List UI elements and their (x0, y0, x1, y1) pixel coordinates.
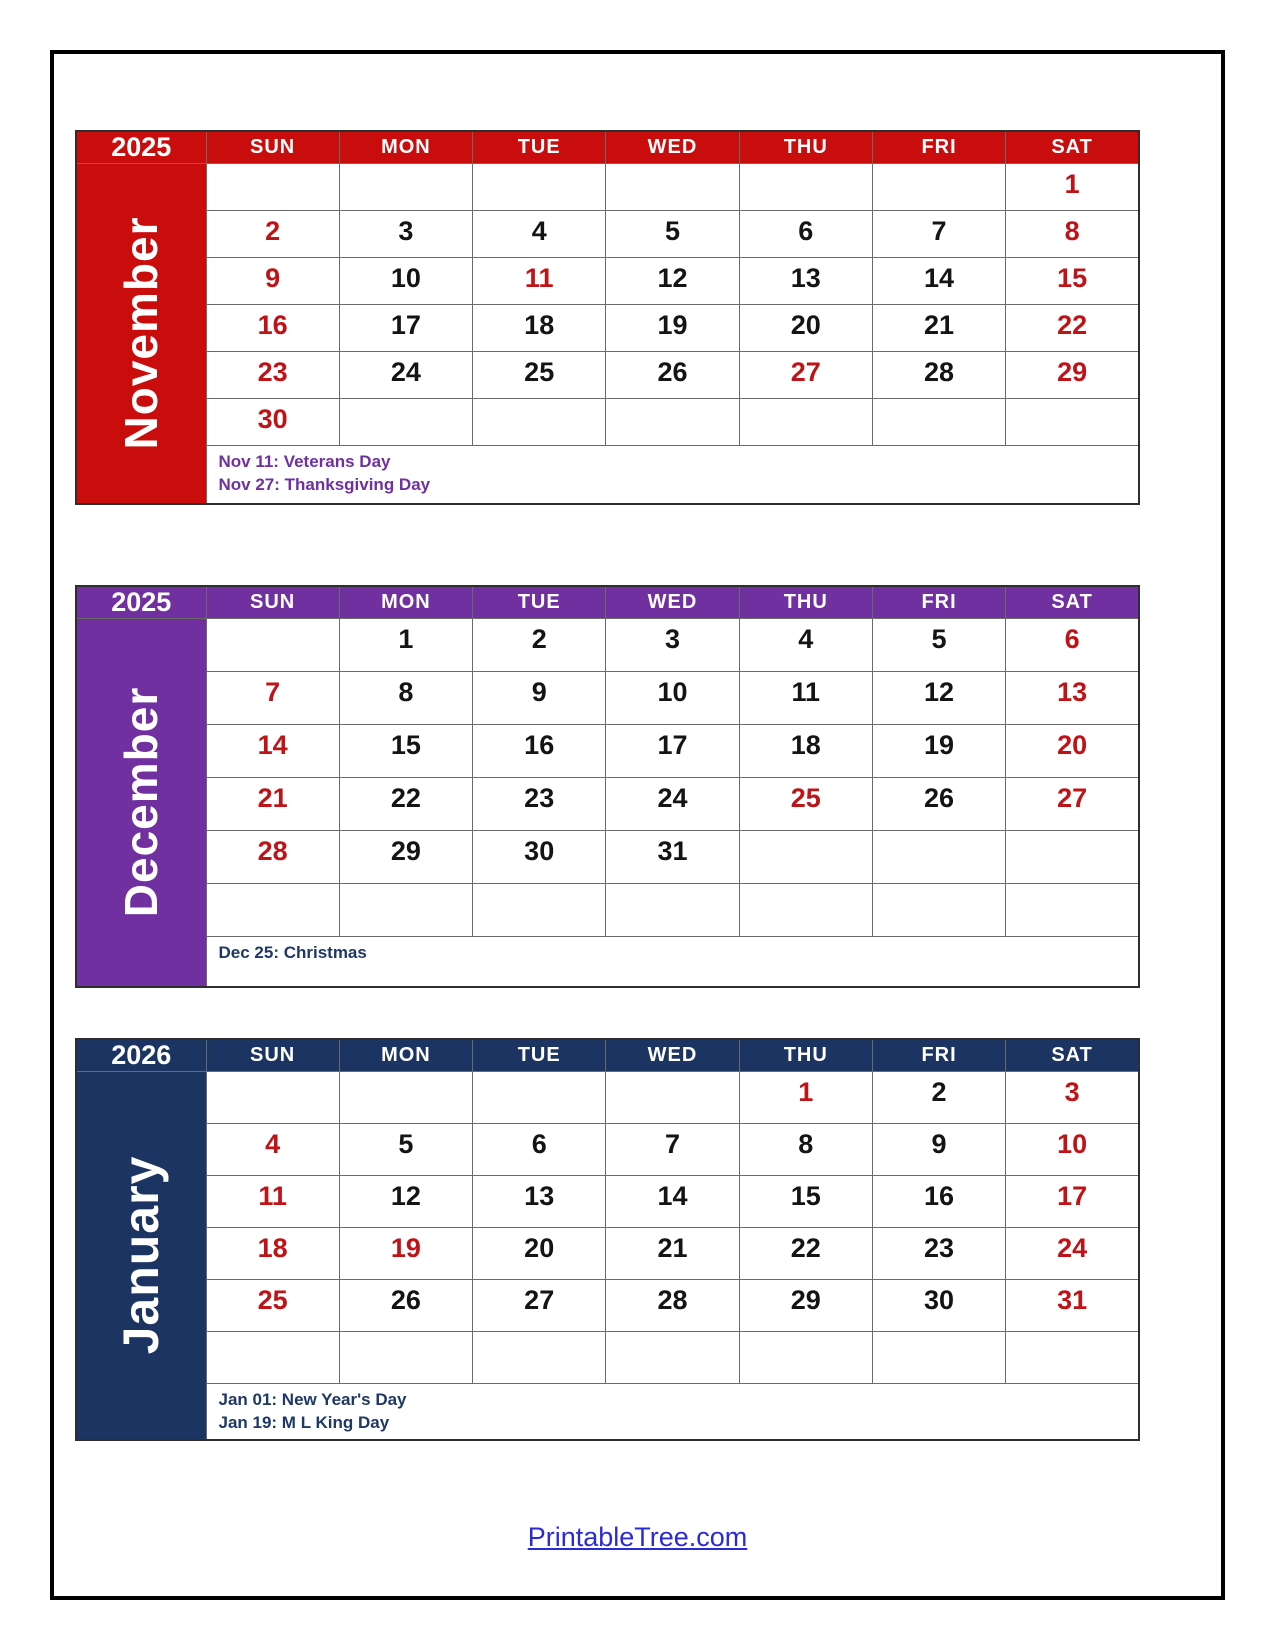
date-cell-january-1: 1 (739, 1072, 872, 1124)
weekday-header-thu: THU (739, 131, 872, 164)
date-cell-january-23: 23 (872, 1228, 1005, 1280)
weekday-header-fri: FRI (872, 131, 1005, 164)
date-cell-november-22: 22 (1006, 305, 1139, 352)
date-cell-january-20: 20 (473, 1228, 606, 1280)
date-cell-december-20: 20 (1006, 725, 1139, 778)
date-cell-december-28: 28 (206, 831, 339, 884)
date-cell-january-18: 18 (206, 1228, 339, 1280)
date-cell-december-18: 18 (739, 725, 872, 778)
year-label-december: 2025 (76, 586, 206, 619)
date-cell-january-17: 17 (1006, 1176, 1139, 1228)
year-label-january: 2026 (76, 1039, 206, 1072)
month-label-band-january (76, 1072, 206, 1440)
date-cell-january-30: 30 (872, 1280, 1005, 1332)
november-2025-calendar (75, 130, 1140, 505)
month-label-band-november (76, 164, 206, 504)
empty-date-cell (872, 399, 1005, 446)
empty-date-cell (606, 164, 739, 211)
empty-date-cell (606, 1072, 739, 1124)
date-cell-december-30: 30 (473, 831, 606, 884)
date-cell-january-7: 7 (606, 1124, 739, 1176)
date-cell-december-25: 25 (739, 778, 872, 831)
date-cell-december-7: 7 (206, 672, 339, 725)
date-cell-december-16: 16 (473, 725, 606, 778)
date-cell-november-23: 23 (206, 352, 339, 399)
date-cell-january-14: 14 (606, 1176, 739, 1228)
date-cell-november-2: 2 (206, 211, 339, 258)
weekday-header-mon: MON (339, 586, 472, 619)
date-cell-january-4: 4 (206, 1124, 339, 1176)
empty-date-cell (206, 884, 339, 937)
empty-date-cell (872, 831, 1005, 884)
month-label-november: November (115, 216, 168, 450)
empty-date-cell (206, 1072, 339, 1124)
month-label-december: December (115, 687, 168, 918)
january-2026-calendar (75, 1038, 1140, 1441)
year-label-november: 2025 (76, 131, 206, 164)
date-cell-january-26: 26 (339, 1280, 472, 1332)
weekday-header-sat: SAT (1006, 1039, 1139, 1072)
date-cell-november-30: 30 (206, 399, 339, 446)
date-cell-december-5: 5 (872, 619, 1005, 672)
december-2025-calendar (75, 585, 1140, 988)
date-cell-november-9: 9 (206, 258, 339, 305)
date-cell-january-8: 8 (739, 1124, 872, 1176)
holiday-note: Jan 01: New Year's Day (218, 1390, 407, 1409)
empty-date-cell (606, 884, 739, 937)
empty-date-cell (1006, 884, 1139, 937)
date-cell-december-10: 10 (606, 672, 739, 725)
date-cell-december-11: 11 (739, 672, 872, 725)
holiday-note: Nov 27: Thanksgiving Day (218, 475, 431, 494)
empty-date-cell (872, 884, 1005, 937)
date-cell-december-2: 2 (473, 619, 606, 672)
date-cell-november-13: 13 (739, 258, 872, 305)
date-cell-november-4: 4 (473, 211, 606, 258)
weekday-header-tue: TUE (473, 586, 606, 619)
date-cell-december-6: 6 (1006, 619, 1139, 672)
date-cell-december-19: 19 (872, 725, 1005, 778)
date-cell-december-15: 15 (339, 725, 472, 778)
empty-date-cell (739, 164, 872, 211)
empty-date-cell (872, 1332, 1005, 1384)
weekday-header-sun: SUN (206, 131, 339, 164)
date-cell-december-24: 24 (606, 778, 739, 831)
date-cell-january-15: 15 (739, 1176, 872, 1228)
empty-date-cell (739, 1332, 872, 1384)
empty-date-cell (739, 884, 872, 937)
footer (0, 1522, 1275, 1553)
date-cell-december-8: 8 (339, 672, 472, 725)
date-cell-january-9: 9 (872, 1124, 1005, 1176)
date-cell-january-28: 28 (606, 1280, 739, 1332)
date-cell-november-29: 29 (1006, 352, 1139, 399)
empty-date-cell (339, 399, 472, 446)
holiday-note: Nov 11: Veterans Day (218, 452, 391, 471)
date-cell-december-23: 23 (473, 778, 606, 831)
date-cell-january-2: 2 (872, 1072, 1005, 1124)
holiday-note: Jan 19: M L King Day (218, 1413, 390, 1432)
date-cell-december-26: 26 (872, 778, 1005, 831)
date-cell-january-3: 3 (1006, 1072, 1139, 1124)
date-cell-january-16: 16 (872, 1176, 1005, 1228)
date-cell-december-13: 13 (1006, 672, 1139, 725)
empty-date-cell (473, 1072, 606, 1124)
date-cell-november-14: 14 (872, 258, 1005, 305)
date-cell-november-3: 3 (339, 211, 472, 258)
weekday-header-mon: MON (339, 1039, 472, 1072)
weekday-header-wed: WED (606, 131, 739, 164)
date-cell-november-25: 25 (473, 352, 606, 399)
date-cell-november-28: 28 (872, 352, 1005, 399)
date-cell-january-25: 25 (206, 1280, 339, 1332)
date-cell-december-14: 14 (206, 725, 339, 778)
date-cell-november-8: 8 (1006, 211, 1139, 258)
date-cell-november-10: 10 (339, 258, 472, 305)
date-cell-december-4: 4 (739, 619, 872, 672)
weekday-header-wed: WED (606, 1039, 739, 1072)
empty-date-cell (1006, 399, 1139, 446)
date-cell-january-11: 11 (206, 1176, 339, 1228)
date-cell-november-1: 1 (1006, 164, 1139, 211)
date-cell-november-26: 26 (606, 352, 739, 399)
date-cell-january-27: 27 (473, 1280, 606, 1332)
empty-date-cell (339, 1332, 472, 1384)
date-cell-january-6: 6 (473, 1124, 606, 1176)
date-cell-january-21: 21 (606, 1228, 739, 1280)
empty-date-cell (1006, 1332, 1139, 1384)
empty-date-cell (206, 164, 339, 211)
date-cell-january-31: 31 (1006, 1280, 1139, 1332)
weekday-header-tue: TUE (473, 1039, 606, 1072)
date-cell-december-3: 3 (606, 619, 739, 672)
empty-date-cell (606, 399, 739, 446)
empty-date-cell (739, 831, 872, 884)
date-cell-november-18: 18 (473, 305, 606, 352)
date-cell-november-24: 24 (339, 352, 472, 399)
empty-date-cell (206, 1332, 339, 1384)
weekday-header-thu: THU (739, 1039, 872, 1072)
date-cell-january-13: 13 (473, 1176, 606, 1228)
date-cell-december-21: 21 (206, 778, 339, 831)
empty-date-cell (473, 884, 606, 937)
month-label-band-december (76, 619, 206, 987)
weekday-header-fri: FRI (872, 1039, 1005, 1072)
empty-date-cell (473, 164, 606, 211)
empty-date-cell (339, 1072, 472, 1124)
date-cell-january-10: 10 (1006, 1124, 1139, 1176)
date-cell-november-27: 27 (739, 352, 872, 399)
date-cell-january-19: 19 (339, 1228, 472, 1280)
date-cell-november-7: 7 (872, 211, 1005, 258)
date-cell-december-17: 17 (606, 725, 739, 778)
empty-date-cell (339, 164, 472, 211)
date-cell-november-12: 12 (606, 258, 739, 305)
weekday-header-mon: MON (339, 131, 472, 164)
holiday-note: Dec 25: Christmas (218, 943, 367, 962)
date-cell-january-24: 24 (1006, 1228, 1139, 1280)
date-cell-january-5: 5 (339, 1124, 472, 1176)
holiday-notes-january (206, 1384, 1139, 1440)
date-cell-december-29: 29 (339, 831, 472, 884)
weekday-header-wed: WED (606, 586, 739, 619)
empty-date-cell (206, 619, 339, 672)
empty-date-cell (872, 164, 1005, 211)
date-cell-november-11: 11 (473, 258, 606, 305)
footer-link[interactable]: PrintableTree.com (527, 1522, 748, 1552)
date-cell-november-15: 15 (1006, 258, 1139, 305)
date-cell-december-31: 31 (606, 831, 739, 884)
date-cell-january-12: 12 (339, 1176, 472, 1228)
date-cell-november-21: 21 (872, 305, 1005, 352)
empty-date-cell (606, 1332, 739, 1384)
date-cell-november-17: 17 (339, 305, 472, 352)
weekday-header-fri: FRI (872, 586, 1005, 619)
weekday-header-sun: SUN (206, 1039, 339, 1072)
date-cell-november-20: 20 (739, 305, 872, 352)
date-cell-november-19: 19 (606, 305, 739, 352)
empty-date-cell (339, 884, 472, 937)
holiday-notes-december (206, 937, 1139, 987)
empty-date-cell (473, 1332, 606, 1384)
date-cell-november-6: 6 (739, 211, 872, 258)
date-cell-december-12: 12 (872, 672, 1005, 725)
date-cell-december-9: 9 (473, 672, 606, 725)
weekday-header-sat: SAT (1006, 131, 1139, 164)
holiday-notes-november (206, 446, 1139, 504)
empty-date-cell (473, 399, 606, 446)
month-label-january: January (113, 1155, 170, 1355)
date-cell-december-27: 27 (1006, 778, 1139, 831)
date-cell-january-29: 29 (739, 1280, 872, 1332)
weekday-header-tue: TUE (473, 131, 606, 164)
weekday-header-sat: SAT (1006, 586, 1139, 619)
weekday-header-sun: SUN (206, 586, 339, 619)
empty-date-cell (739, 399, 872, 446)
date-cell-november-5: 5 (606, 211, 739, 258)
weekday-header-thu: THU (739, 586, 872, 619)
date-cell-january-22: 22 (739, 1228, 872, 1280)
date-cell-december-1: 1 (339, 619, 472, 672)
date-cell-november-16: 16 (206, 305, 339, 352)
empty-date-cell (1006, 831, 1139, 884)
date-cell-december-22: 22 (339, 778, 472, 831)
